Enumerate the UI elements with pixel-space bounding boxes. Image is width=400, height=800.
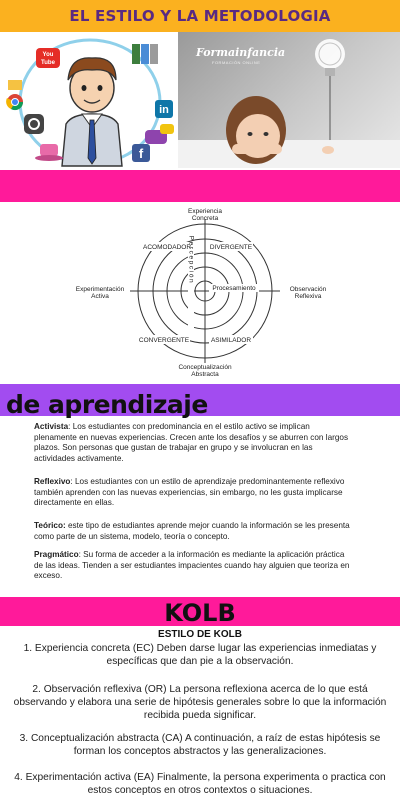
kolb-cycle-diagram: [70, 205, 340, 380]
kolb-item-3: 3. Conceptualización abstracta (CA) A continuación, a raíz de estas hipótesis se forman los conceptos abstractos y las generalizaciones.: [19, 733, 381, 757]
chat-icon: [145, 124, 174, 144]
page-title: EL ESTILO Y LA METODOLOGIA: [69, 7, 331, 25]
chrome-icon: [6, 94, 23, 110]
quadrant-acomodador: ACOMODADOR: [142, 244, 192, 251]
right-label-2: Reflexiva: [294, 293, 322, 300]
quadrant-divergente: DIVERGENTE: [209, 244, 253, 251]
email-icon: [8, 80, 22, 90]
top-label-2: Concreta: [191, 215, 219, 222]
bottom-label-1: Conceptualización: [178, 364, 232, 371]
kolb-item-4: 4. Experimentación activa (EA) Finalmente, la persona experimenta o practica con estos conceptos en otros contextos o situaciones.: [14, 772, 386, 796]
left-label-1: Experimentación: [75, 286, 125, 293]
svg-text:f: f: [138, 146, 144, 161]
style-term: Teórico:: [34, 521, 66, 530]
top-label-1: Experiencia: [188, 208, 222, 215]
kolb-item-1: 1. Experiencia concreta (EC) Deben darse lugar las experiencias inmediatas y específicas que dan pie a la observación.: [23, 643, 377, 667]
style-activista: [34, 422, 350, 464]
style-term: Activista: [34, 422, 69, 431]
linkedin-icon: [155, 100, 173, 118]
quadrant-asimilador: ASIMILADOR: [210, 337, 252, 344]
svg-text:in: in: [159, 104, 169, 116]
center-processing-label: Procesamiento: [212, 285, 256, 292]
bottom-label-2: Abstracta: [191, 371, 219, 378]
girl-lightbulb-photo: [178, 32, 400, 168]
style-teorico: [34, 521, 350, 542]
pink-divider-bar: [0, 170, 400, 202]
kolb-subtitle: ESTILO DE KOLB: [158, 629, 242, 640]
quadrant-convergente: CONVERGENTE: [138, 337, 190, 344]
style-term: Reflexivo: [34, 477, 71, 486]
style-text: : Los estudiantes con predominancia en el estilo activo se implican plenamente en nuevas experiencias. Crecen ante los desafíos y se aburren con largos plazos. Son personas que gustan de trabajar en grupo y se involucran en las actividades activamente.: [34, 422, 349, 463]
svg-text:You: You: [42, 52, 54, 58]
instagram-icon: [24, 114, 44, 134]
social-media-illustration: [0, 32, 178, 168]
style-text: : Su forma de acceder a la información es mediante la aplicación práctica de las ideas. Tienden a ser estudiantes impacientes cuando hay alguien que teoriza en exceso.: [34, 550, 350, 581]
kolb-title: KOLB: [164, 599, 236, 627]
right-label-1: Observación: [289, 286, 327, 293]
style-term: Pragmático: [34, 550, 79, 559]
svg-text:Tube: Tube: [41, 60, 55, 66]
section-title: de aprendizaje: [6, 390, 208, 419]
header-bar: [0, 0, 400, 32]
style-reflexivo: [34, 477, 350, 509]
kolb-item-2: 2. Observación reflexiva (OR) La persona reflexiona acerca de lo que está observando y elabora una serie de hipótesis generales sobre lo que la información recibida pueda significar.: [13, 684, 387, 721]
style-text: este tipo de estudiantes aprende mejor cuando la información se les presenta como parte de un sistema, modelo, teoría o concepto.: [34, 521, 350, 541]
lightbulb-icon: [315, 39, 345, 150]
youtube-icon: [36, 48, 60, 68]
brand-subtext: FORMACIÓN ONLINE: [212, 60, 261, 65]
left-label-2: Activa: [91, 293, 109, 300]
vertical-perception-label: Percepción: [187, 235, 195, 285]
facebook-icon: [132, 144, 150, 162]
businessman-figure: [62, 58, 122, 166]
bookmark-icon: [132, 44, 158, 64]
brand-text: Formainfancia: [196, 46, 286, 59]
style-pragmatico: [34, 550, 350, 582]
style-text: : Los estudiantes con un estilo de aprendizaje predominantemente reflexivo también aprenden con las nuevas experiencias, sin embargo, no les gusta implicarse directamente en ellas.: [34, 477, 345, 508]
